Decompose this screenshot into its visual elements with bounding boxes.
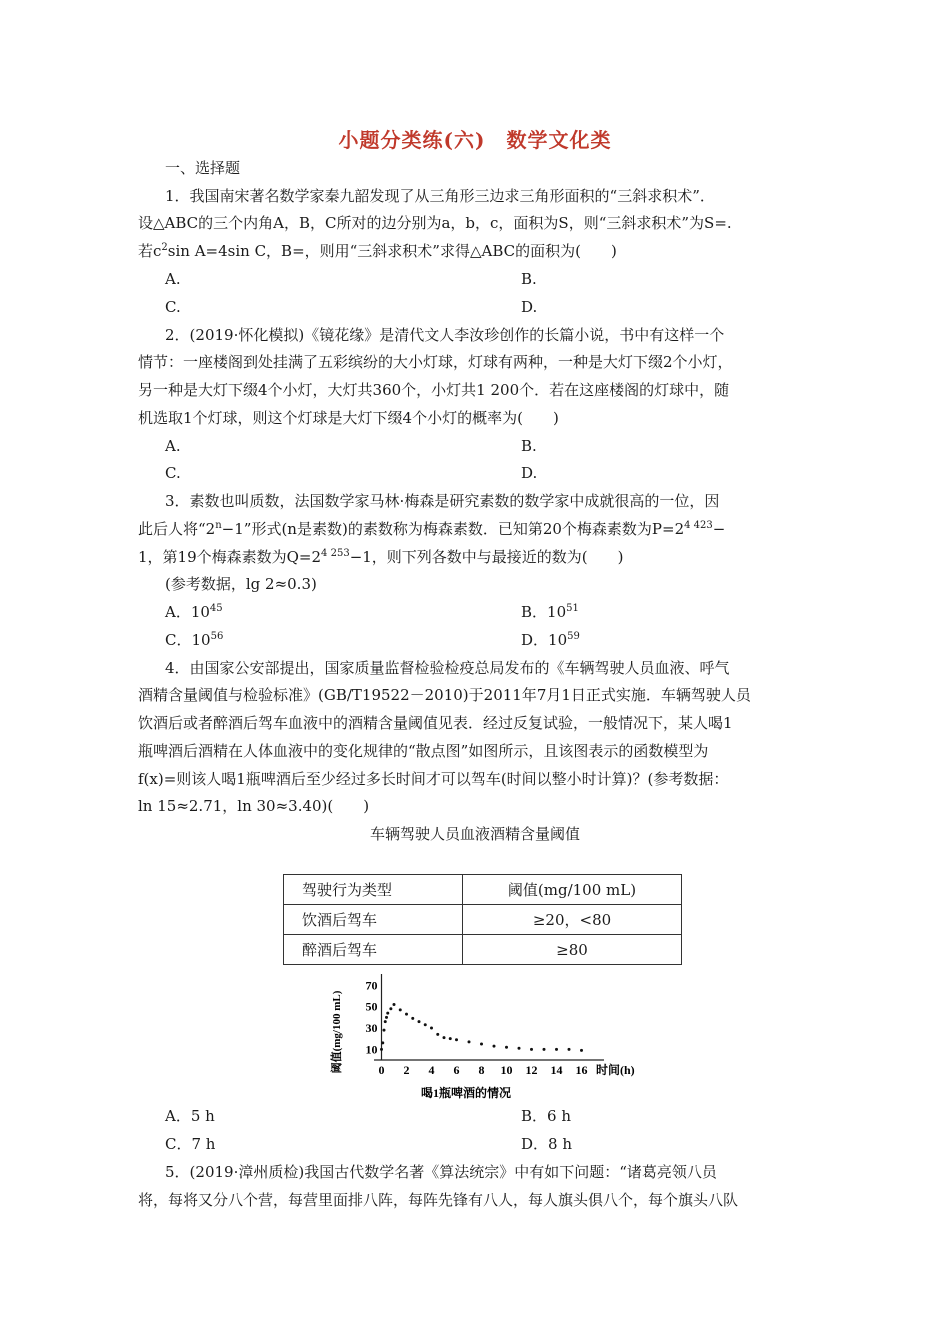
data-point <box>449 1037 452 1040</box>
page-title: 小题分类练(六) 数学文化类 <box>338 128 612 152</box>
q2-option-d: D. <box>521 464 538 482</box>
q4-line1: 4．由国家公安部提出，国家质量监督检验检疫总局发布的《车辆驾驶人员血液、呼气 <box>165 659 730 677</box>
data-point <box>380 1048 383 1051</box>
table-cell: 饮酒后驾车 <box>284 905 463 935</box>
data-point <box>389 1007 392 1010</box>
q2-option-c: C. <box>165 464 181 482</box>
data-point <box>385 1016 388 1019</box>
table-cell: 阈值(mg/100 mL) <box>463 875 682 905</box>
q3-line2: 此后人将“$2^n-1$”形式(n是素数)的素数称为梅森素数．已知第20个梅森素数为$P=2^{4 423}-$ <box>138 520 726 538</box>
scatter-chart <box>326 968 666 1102</box>
q3-line1: 3．素数也叫质数，法国数学家马林·梅森是研究素数的数学家中成就很高的一位，因 <box>165 492 720 510</box>
x-tick-label: 6 <box>453 1063 460 1077</box>
x-axis-label: 时间(h) <box>596 1063 635 1077</box>
q4-option-b: B．6 h <box>521 1107 571 1125</box>
q3-option-b: B．$10^{51}$ <box>521 603 579 621</box>
x-tick-label: 8 <box>478 1063 485 1077</box>
data-point <box>418 1020 421 1023</box>
table-row <box>284 875 682 905</box>
chart-title: 喝1瓶啤酒的情况 <box>420 1086 512 1100</box>
data-point <box>455 1038 458 1041</box>
q2-line4: 机选取1个灯球，则这个灯球是大灯下缀4个小灯的概率为( ) <box>138 409 559 427</box>
q1-option-b: B. <box>521 270 537 288</box>
data-point <box>386 1012 389 1015</box>
section-heading: 一、选择题 <box>165 159 241 177</box>
table-cell: ≥20，<80 <box>463 905 682 935</box>
q4-line6: ln 15≈2.71，ln 30≈3.40)( ) <box>138 797 370 815</box>
data-point <box>568 1048 571 1051</box>
q3-option-a: A．$10^{45}$ <box>165 603 223 621</box>
x-tick-label: 16 <box>575 1063 588 1077</box>
q3-line3: 1，第19个梅森素数为$Q=2^{4 253}-1$，则下列各数中与最接近的数为( ) <box>138 548 624 566</box>
data-point <box>430 1027 433 1030</box>
q3-option-d: D．$10^{59}$ <box>521 631 580 649</box>
y-tick-label: 10 <box>365 1042 378 1057</box>
table-row <box>284 905 682 935</box>
data-point <box>555 1048 558 1051</box>
x-tick-label: 10 <box>500 1063 513 1077</box>
data-point <box>384 1020 387 1023</box>
data-point <box>518 1047 521 1050</box>
data-point <box>381 1041 384 1044</box>
data-point <box>543 1048 546 1051</box>
q1-option-d: D. <box>521 298 538 316</box>
threshold-table <box>283 874 682 965</box>
q3-reference-data: (参考数据，lg 2≈0.3) <box>165 575 317 593</box>
q4-line3: 饮酒后或者醉酒后驾车血液中的酒精含量阈值见表．经过反复试验，一般情况下，某人喝1 <box>138 714 733 732</box>
table-cell: ≥80 <box>463 935 682 965</box>
x-tick-label: 14 <box>550 1063 563 1077</box>
q5-line1: 5．(2019·漳州质检)我国古代数学名著《算法统宗》中有如下问题：“诸葛亮领八员 <box>165 1163 717 1181</box>
x-tick-label: 12 <box>525 1063 538 1077</box>
q1-line3: 若$c^2\sin$ A=4sin C，B=，则用“三斜求积术”求得△ABC的面积为( ) <box>138 242 617 260</box>
x-tick-label: 4 <box>428 1063 435 1077</box>
table-row <box>284 935 682 965</box>
q1-line2: 设△ABC的三个内角A，B，C所对的边分别为a，b，c，面积为S，则“三斜求积术”为S=. <box>138 214 732 232</box>
y-axis-label: 阈值(mg/100 mL) <box>331 990 343 1074</box>
data-point <box>580 1049 583 1052</box>
y-tick-label: 30 <box>365 1021 378 1035</box>
q4-option-d: D．8 h <box>521 1135 572 1153</box>
data-point <box>436 1033 439 1036</box>
data-point <box>405 1013 408 1016</box>
q4-option-a: A．5 h <box>165 1107 215 1125</box>
data-point <box>383 1029 386 1032</box>
data-point <box>468 1040 471 1043</box>
x-tick-label: 0 <box>378 1063 385 1077</box>
table-caption: 车辆驾驶人员血液酒精含量阈值 <box>369 825 580 843</box>
q4-line4: 瓶啤酒后酒精在人体血液中的变化规律的“散点图”如图所示，且该图表示的函数模型为 <box>138 742 709 760</box>
y-tick-label: 50 <box>365 999 378 1014</box>
q1-line1: 1．我国南宋著名数学家秦九韶发现了从三角形三边求三角形面积的“三斜求积术”． <box>165 187 715 205</box>
q4-option-c: C．7 h <box>165 1135 216 1153</box>
q3-option-c: C．$10^{56}$ <box>165 631 224 649</box>
q2-option-b: B. <box>521 437 537 455</box>
data-point <box>411 1017 414 1020</box>
table-cell: 醉酒后驾车 <box>284 935 463 965</box>
q4-line2: 酒精含量阈值与检验标准》(GB/T19522－2010)于2011年7月1日正式实施．车辆驾驶人员 <box>138 686 751 704</box>
data-point <box>393 1003 396 1006</box>
data-point <box>424 1023 427 1026</box>
q5-line2: 将，每将又分八个营，每营里面排八阵，每阵先锋有八人，每人旗头俱八个，每个旗头八队 <box>138 1191 739 1209</box>
data-point <box>399 1008 402 1011</box>
data-point <box>505 1046 508 1049</box>
q4-line5: f(x)=则该人喝1瓶啤酒后至少经过多长时间才可以驾车(时间以整小时计算)？(参考数据： <box>138 770 729 788</box>
q2-line1: 2．(2019·怀化模拟)《镜花缘》是清代文人李汝珍创作的长篇小说，书中有这样一个 <box>165 326 725 344</box>
q2-line2: 情节：一座楼阁到处挂满了五彩缤纷的大小灯球，灯球有两种，一种是大灯下缀2个小灯， <box>138 353 733 371</box>
data-point <box>530 1048 533 1051</box>
q1-option-a: A. <box>165 270 181 288</box>
q1-option-c: C. <box>165 298 181 316</box>
table-cell: 驾驶行为类型 <box>284 875 463 905</box>
q2-option-a: A. <box>165 437 181 455</box>
x-tick-label: 2 <box>403 1063 410 1077</box>
y-tick-label: 70 <box>365 978 378 993</box>
data-point <box>493 1045 496 1048</box>
data-point <box>480 1043 483 1046</box>
data-point <box>443 1036 446 1039</box>
q2-line3: 另一种是大灯下缀4个小灯，大灯共360个，小灯共1 200个．若在这座楼阁的灯球中，随 <box>138 381 730 399</box>
